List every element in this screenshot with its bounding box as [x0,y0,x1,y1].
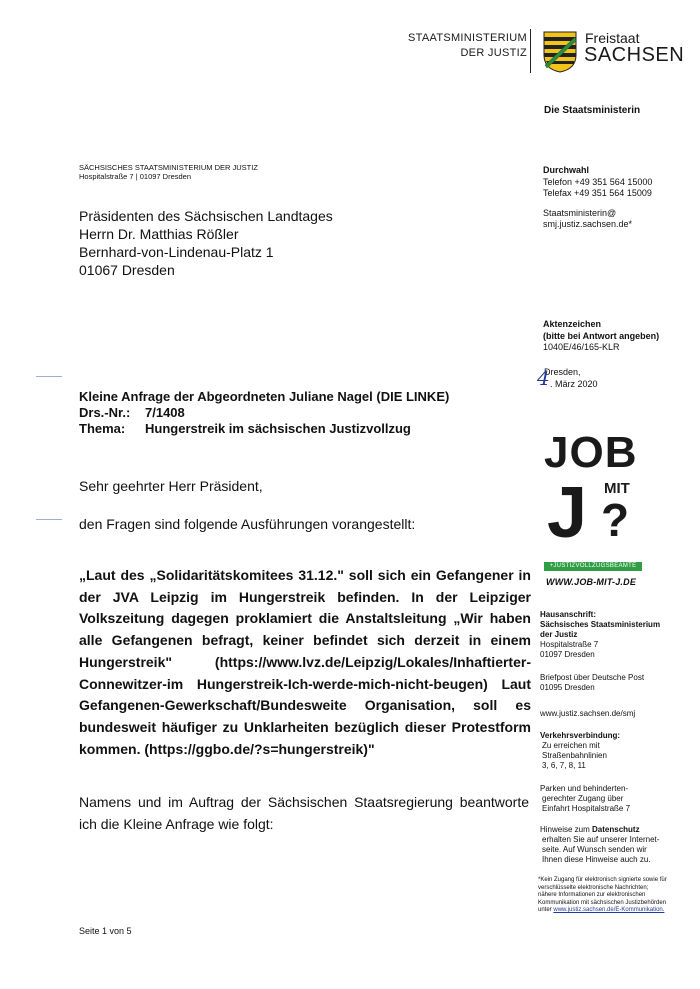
verkehr-line-3: 3, 6, 7, 8, 11 [542,761,586,770]
durchwahl-label: Durchwahl [543,165,590,175]
job-ad-j: J [547,473,588,553]
org-line-1: Sächsisches Staatsministerium [540,620,661,629]
e-kommunikation-link[interactable]: www.justiz.sachsen.de/E-Kommunikation. [553,907,665,913]
sender-line-1: SÄCHSISCHES STAATSMINISTERIUM DER JUSTIZ [79,163,258,172]
zip-city: 01097 Dresden [540,650,595,659]
reference-block [543,319,659,354]
sachsen-label: SACHSEN [584,44,685,66]
datenschutz-line-2: erhalten Sie auf unserer Internet- [542,835,660,844]
datenschutz-block [540,825,659,865]
saxony-crest-icon [543,31,577,73]
recipient-address [79,207,333,279]
datenschutz-line-4: Ihnen diese Hinweise auch zu. [542,855,651,864]
email-line-2: smj.justiz.sachsen.de* [543,219,633,229]
access-line-2: gerechter Zugang über [542,794,624,803]
subject-block [79,389,449,437]
recipient-line-1: Präsidenten des Sächsischen Landtages [79,208,333,224]
post-line-2: 01095 Dresden [540,683,595,692]
org-line-2: der Justiz [540,630,578,639]
access-line-3: Einfahrt Hospitalstraße 7 [542,804,631,813]
recipient-line-4: 01067 Dresden [79,262,175,278]
sender-line-2: Hospitalstraße 7 | 01097 Dresden [79,172,192,181]
access-block [540,784,630,814]
drs-label: Drs.-Nr.: [79,405,131,420]
verkehr-line-2: Straßenbahnlinien [542,751,607,760]
page-number: Seite 1 von 5 [79,926,132,936]
hausanschrift-block [540,610,660,660]
post-line-1: Briefpost über Deutsche Post [540,673,645,682]
fine-print-text: *Kein Zugang für elektronisch signierte sowie für verschlüsselte elektronische Nachrichten; nähere Informationen zur elektronischen Kommunikation mit sächsischen Justizbehörden unter [538,877,667,913]
freistaat-label: Freistaat [585,30,640,46]
aktenzeichen-hint: (bitte bei Antwort angeben) [543,330,660,341]
job-ad-mit: MIT [604,480,630,497]
street: Hospitalstraße 7 [540,640,599,649]
telefon: Telefon +49 351 564 15000 [543,176,653,187]
sender-title: Die Staatsministerin [544,105,641,116]
job-ad-url[interactable]: WWW.JOB-MIT-J.DE [546,577,637,587]
intro-text: den Fragen sind folgende Ausführungen vorangestellt: [79,516,416,532]
website-link[interactable]: www.justiz.sachsen.de/smj [540,709,636,718]
post-block [540,673,644,693]
answer-intro: Namens und im Auftrag der Sächsischen Staatsregierung beantworte ich die Kleine Anfrage wie folgt: [79,794,529,832]
telefax: Telefax +49 351 564 15009 [543,188,652,198]
email-line-1: Staatsministerin@ [543,207,617,218]
access-line-1: Parken und behinderten- [540,784,629,793]
job-ad-question-mark: ? [601,494,630,546]
recipient-line-3: Bernhard-von-Lindenau-Platz 1 [79,244,274,260]
date-city: Dresden, [544,367,581,377]
fine-print [538,877,668,915]
recipient-line-2: Herrn Dr. Matthias Rößler [79,226,239,242]
aktenzeichen-label: Aktenzeichen [543,319,602,329]
thema-label: Thema: [79,421,126,436]
verkehr-block [540,731,620,771]
ministry-line-1: STAATSMINISTERIUM [408,32,527,44]
punch-mark [36,519,62,520]
ministry-name [408,31,527,61]
hausanschrift-label: Hausanschrift: [540,610,597,619]
datenschutz-line-3: seite. Auf Wunsch senden wir [542,845,647,854]
quoted-question: „Laut des „Solidaritätskomitees 31.12." soll sich ein Gefangener in der JVA Leipzig im Hungerstreik befinden. In der Leipziger Volkszeitung dagegen proklamiert die Anstaltsleitung „Wir haben alle Gefangenen befragt, keiner befindet sich derzeit in einem Hungerstreik" (https://www.lvz.de/Leipzig/Lokales/Inhaftierter-Connewitzer-im Hungerstreik-Ich-werde-mich-nicht-beugen) Laut Gefangenen-Gewerkschaft/Bundesweite Organisation, soll es bundesweit häufiger zu Unklarheiten bezüglich dieser Protestform kommen. (https://ggbo.de/?s=hungerstreik)" [79,567,531,757]
handwritten-day: 4 [537,366,550,390]
date-month-year: . März 2020 [550,379,598,389]
datenschutz-label: Datenschutz [592,825,640,834]
contact-block [543,165,652,231]
aktenzeichen-value: 1040E/46/165-KLR [543,342,620,352]
thema-value: Hungerstreik im sächsischen Justizvollzug [145,421,411,436]
datenschutz-pre: Hinweise zum [540,825,593,834]
job-ad-job: JOB [544,428,638,477]
sender-address [79,163,258,181]
fold-mark [36,376,62,377]
header-divider [530,29,531,73]
job-ad-badge: +JUSTIZVOLLZUGSBEAMTE [544,562,642,571]
verkehr-label: Verkehrsverbindung: [540,731,621,740]
salutation: Sehr geehrter Herr Präsident, [79,478,263,494]
subject-line-1: Kleine Anfrage der Abgeordneten Juliane Nagel (DIE LINKE) [79,389,450,404]
ministry-line-2: DER JUSTIZ [460,47,527,59]
verkehr-line-1: Zu erreichen mit [542,741,600,750]
drs-value: 7/1408 [145,405,185,420]
